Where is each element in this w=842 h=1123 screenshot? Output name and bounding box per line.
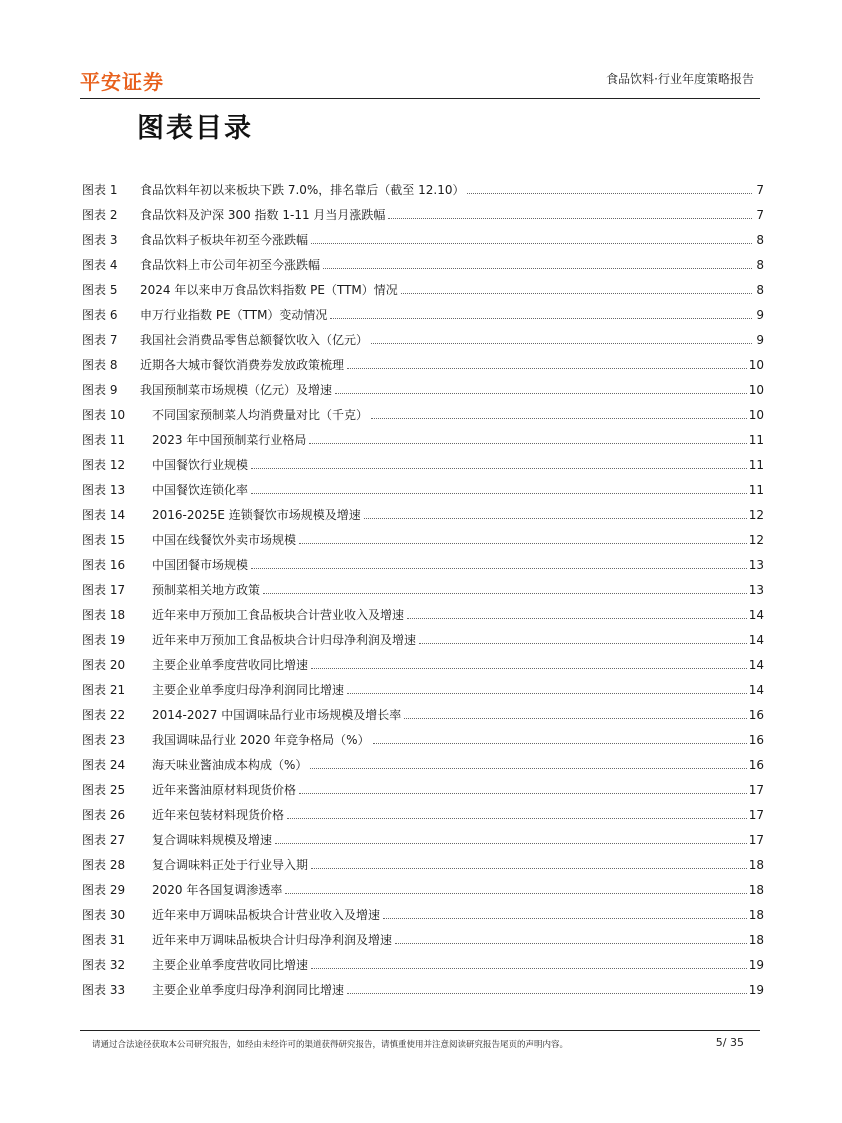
toc-entry-label: 图表 9	[82, 383, 118, 397]
toc-entry[interactable]	[82, 653, 764, 678]
toc-entry-page[interactable]: 8	[756, 233, 764, 247]
toc-entry-title[interactable]: 近年来酱油原材料现货价格	[152, 783, 297, 797]
toc-dot-leader	[395, 943, 747, 944]
toc-entry[interactable]	[82, 403, 764, 428]
toc-entry-title[interactable]: 主要企业单季度归母净利润同比增速	[152, 683, 345, 697]
toc-entry[interactable]	[82, 378, 764, 403]
toc-entry-page[interactable]: 11	[748, 433, 764, 447]
toc-entry[interactable]	[82, 628, 764, 653]
toc-entry[interactable]	[82, 528, 764, 553]
toc-entry[interactable]	[82, 353, 764, 378]
page-number: 5/ 35	[715, 1036, 744, 1049]
toc-entry[interactable]	[82, 978, 764, 1003]
toc-entry-label: 图表 17	[82, 583, 126, 597]
toc-entry-label: 图表 14	[82, 508, 126, 522]
toc-entry-page[interactable]: 11	[748, 458, 764, 472]
toc-entry-page[interactable]: 14	[748, 683, 764, 697]
toc-entry-page[interactable]: 17	[748, 833, 764, 847]
footer-disclaimer: 请通过合法途径获取本公司研究报告，如经由未经许可的渠道获得研究报告，请慎重使用并注意阅读研究报告尾页的声明内容。	[92, 1040, 569, 1050]
toc-dot-leader	[364, 518, 747, 519]
toc-entry-label: 图表 25	[82, 783, 126, 797]
toc-dot-leader	[251, 568, 747, 569]
toc-entry-page[interactable]: 16	[748, 708, 764, 722]
toc-dot-leader	[383, 918, 747, 919]
toc-entry-page[interactable]: 8	[756, 258, 764, 272]
toc-entry-label: 图表 23	[82, 733, 126, 747]
toc-entry-label: 图表 28	[82, 858, 126, 872]
toc-entry-page[interactable]: 7	[756, 183, 764, 197]
toc-dot-leader	[323, 268, 752, 269]
toc-dot-leader	[299, 793, 747, 794]
toc-entry-title[interactable]: 主要企业单季度营收同比增速	[152, 958, 309, 972]
toc-entry-title[interactable]: 中国团餐市场规模	[152, 558, 249, 572]
toc-dot-leader	[311, 243, 752, 244]
toc-dot-leader	[285, 893, 746, 894]
toc-entry-title[interactable]: 食品饮料年初以来板块下跌 7.0%，排名靠后（截至 12.10）	[140, 183, 465, 197]
toc-dot-leader	[347, 693, 747, 694]
toc-entry[interactable]	[82, 178, 764, 203]
toc-entry-label: 图表 30	[82, 908, 126, 922]
report-title: 食品饮料·行业年度策略报告	[606, 72, 754, 86]
toc-entry[interactable]	[82, 553, 764, 578]
page-header	[80, 62, 760, 99]
toc-dot-leader	[347, 368, 747, 369]
toc-entry[interactable]	[82, 453, 764, 478]
toc-entry-title[interactable]: 食品饮料及沪深 300 指数 1-11 月当月涨跌幅	[140, 208, 386, 222]
toc-list	[82, 178, 764, 1003]
toc-entry[interactable]	[82, 428, 764, 453]
toc-dot-leader	[467, 193, 752, 194]
toc-entry[interactable]	[82, 753, 764, 778]
toc-entry-page[interactable]: 19	[748, 958, 764, 972]
toc-entry[interactable]	[82, 303, 764, 328]
toc-entry-label: 图表 3	[82, 233, 118, 247]
toc-entry[interactable]	[82, 203, 764, 228]
toc-entry-page[interactable]: 18	[748, 908, 764, 922]
toc-entry-label: 图表 10	[82, 408, 126, 422]
toc-entry-title[interactable]: 中国在线餐饮外卖市场规模	[152, 533, 297, 547]
toc-dot-leader	[251, 493, 747, 494]
toc-entry-page[interactable]: 10	[748, 358, 764, 372]
toc-entry-page[interactable]: 13	[748, 583, 764, 597]
toc-entry-title[interactable]: 近年来包装材料现货价格	[152, 808, 285, 822]
toc-entry-title[interactable]: 2023 年中国预制菜行业格局	[152, 433, 307, 447]
toc-dot-leader	[310, 768, 746, 769]
toc-entry-title[interactable]: 中国餐饮连锁化率	[152, 483, 249, 497]
toc-entry-label: 图表 27	[82, 833, 126, 847]
toc-entry-page[interactable]: 18	[748, 933, 764, 947]
toc-dot-leader	[251, 468, 747, 469]
toc-dot-leader	[407, 618, 747, 619]
toc-entry-label: 图表 24	[82, 758, 126, 772]
toc-entry-page[interactable]: 10	[748, 408, 764, 422]
company-logo: 平安证券	[80, 70, 164, 94]
toc-entry-label: 图表 4	[82, 258, 118, 272]
toc-entry-label: 图表 26	[82, 808, 126, 822]
toc-entry-title[interactable]: 复合调味料规模及增速	[152, 833, 273, 847]
toc-dot-leader	[311, 968, 747, 969]
toc-heading: 图表目录	[137, 113, 253, 144]
toc-entry[interactable]	[82, 678, 764, 703]
toc-entry-label: 图表 5	[82, 283, 118, 297]
toc-dot-leader	[311, 868, 747, 869]
toc-entry[interactable]	[82, 778, 764, 803]
toc-dot-leader	[263, 593, 747, 594]
toc-entry-title[interactable]: 近年来申万调味品板块合计归母净利润及增速	[152, 933, 393, 947]
toc-entry-label: 图表 33	[82, 983, 126, 997]
toc-entry-page[interactable]: 14	[748, 633, 764, 647]
toc-entry[interactable]	[82, 228, 764, 253]
toc-entry-label: 图表 2	[82, 208, 118, 222]
toc-entry-page[interactable]: 12	[748, 533, 764, 547]
toc-entry[interactable]	[82, 603, 764, 628]
toc-entry-title[interactable]: 2020 年各国复调渗透率	[152, 883, 283, 897]
toc-entry[interactable]	[82, 728, 764, 753]
toc-entry-title[interactable]: 近年来申万预加工食品板块合计归母净利润及增速	[152, 633, 417, 647]
toc-entry[interactable]	[82, 478, 764, 503]
toc-dot-leader	[371, 418, 747, 419]
toc-entry[interactable]	[82, 578, 764, 603]
toc-entry[interactable]	[82, 503, 764, 528]
toc-entry-title[interactable]: 预制菜相关地方政策	[152, 583, 261, 597]
toc-entry[interactable]	[82, 928, 764, 953]
toc-entry-page[interactable]: 14	[748, 658, 764, 672]
toc-dot-leader	[347, 993, 747, 994]
toc-entry-title[interactable]: 主要企业单季度营收同比增速	[152, 658, 309, 672]
toc-entry-title[interactable]: 主要企业单季度归母净利润同比增速	[152, 983, 345, 997]
toc-entry-page[interactable]: 16	[748, 758, 764, 772]
toc-entry[interactable]	[82, 253, 764, 278]
toc-dot-leader	[388, 218, 752, 219]
toc-entry-page[interactable]: 17	[748, 783, 764, 797]
toc-entry[interactable]	[82, 903, 764, 928]
toc-dot-leader	[311, 668, 747, 669]
toc-entry-title[interactable]: 海天味业酱油成本构成（%）	[152, 758, 308, 772]
toc-entry-label: 图表 21	[82, 683, 126, 697]
toc-entry-title[interactable]: 食品饮料上市公司年初至今涨跌幅	[140, 258, 321, 272]
toc-dot-leader	[275, 843, 747, 844]
toc-entry[interactable]	[82, 953, 764, 978]
toc-dot-leader	[371, 343, 752, 344]
toc-entry-label: 图表 19	[82, 633, 126, 647]
toc-dot-leader	[309, 443, 746, 444]
toc-entry-label: 图表 15	[82, 533, 126, 547]
toc-entry-label: 图表 1	[82, 183, 118, 197]
toc-entry-page[interactable]: 17	[748, 808, 764, 822]
toc-entry-title[interactable]: 2014-2027 中国调味品行业市场规模及增长率	[152, 708, 402, 722]
toc-entry-page[interactable]: 9	[756, 308, 764, 322]
toc-entry-page[interactable]: 14	[748, 608, 764, 622]
toc-entry-title[interactable]: 我国社会消费品零售总额餐饮收入（亿元）	[140, 333, 369, 347]
toc-entry-title[interactable]: 食品饮料子板块年初至今涨跌幅	[140, 233, 309, 247]
toc-entry-label: 图表 20	[82, 658, 126, 672]
toc-entry[interactable]	[82, 828, 764, 853]
toc-dot-leader	[335, 393, 747, 394]
toc-entry-label: 图表 22	[82, 708, 126, 722]
toc-entry-label: 图表 6	[82, 308, 118, 322]
toc-entry-title[interactable]: 近年来申万预加工食品板块合计营业收入及增速	[152, 608, 405, 622]
toc-dot-leader	[299, 543, 747, 544]
toc-entry-label: 图表 31	[82, 933, 126, 947]
toc-entry-label: 图表 12	[82, 458, 126, 472]
toc-dot-leader	[419, 643, 747, 644]
toc-entry-page[interactable]: 16	[748, 733, 764, 747]
toc-entry-page[interactable]: 11	[748, 483, 764, 497]
toc-entry-page[interactable]: 19	[748, 983, 764, 997]
toc-dot-leader	[401, 293, 752, 294]
toc-entry-page[interactable]: 9	[756, 333, 764, 347]
toc-entry-label: 图表 8	[82, 358, 118, 372]
toc-dot-leader	[287, 818, 747, 819]
toc-entry-title[interactable]: 复合调味料正处于行业导入期	[152, 858, 309, 872]
toc-entry-page[interactable]: 12	[748, 508, 764, 522]
toc-entry-page[interactable]: 8	[756, 283, 764, 297]
toc-entry-label: 图表 13	[82, 483, 126, 497]
toc-entry[interactable]	[82, 703, 764, 728]
toc-entry-page[interactable]: 13	[748, 558, 764, 572]
toc-entry-title[interactable]: 不同国家预制菜人均消费量对比（千克）	[152, 408, 369, 422]
toc-entry-page[interactable]: 18	[748, 883, 764, 897]
toc-entry[interactable]	[82, 278, 764, 303]
toc-entry-title[interactable]: 近年来申万调味品板块合计营业收入及增速	[152, 908, 381, 922]
toc-entry-title[interactable]: 我国调味品行业 2020 年竞争格局（%）	[152, 733, 370, 747]
toc-dot-leader	[373, 743, 747, 744]
toc-entry-title[interactable]: 申万行业指数 PE（TTM）变动情况	[140, 308, 328, 322]
toc-entry-label: 图表 29	[82, 883, 126, 897]
toc-entry-label: 图表 16	[82, 558, 126, 572]
toc-entry-page[interactable]: 10	[748, 383, 764, 397]
toc-entry-title[interactable]: 2016-2025E 连锁餐饮市场规模及增速	[152, 508, 361, 522]
toc-entry-title[interactable]: 中国餐饮行业规模	[152, 458, 249, 472]
toc-entry-title[interactable]: 近期各大城市餐饮消费券发放政策梳理	[140, 358, 345, 372]
toc-dot-leader	[404, 718, 746, 719]
toc-entry-label: 图表 11	[82, 433, 126, 447]
toc-dot-leader	[330, 318, 752, 319]
toc-entry[interactable]	[82, 803, 764, 828]
toc-entry[interactable]	[82, 328, 764, 353]
toc-entry-title[interactable]: 我国预制菜市场规模（亿元）及增速	[140, 383, 333, 397]
page-footer	[80, 1030, 760, 1053]
toc-entry-page[interactable]: 18	[748, 858, 764, 872]
toc-entry-label: 图表 18	[82, 608, 126, 622]
toc-entry-label: 图表 7	[82, 333, 118, 347]
toc-entry[interactable]	[82, 878, 764, 903]
toc-entry-label: 图表 32	[82, 958, 126, 972]
toc-entry-page[interactable]: 7	[756, 208, 764, 222]
toc-entry-title[interactable]: 2024 年以来申万食品饮料指数 PE（TTM）情况	[140, 283, 398, 297]
toc-entry[interactable]	[82, 853, 764, 878]
